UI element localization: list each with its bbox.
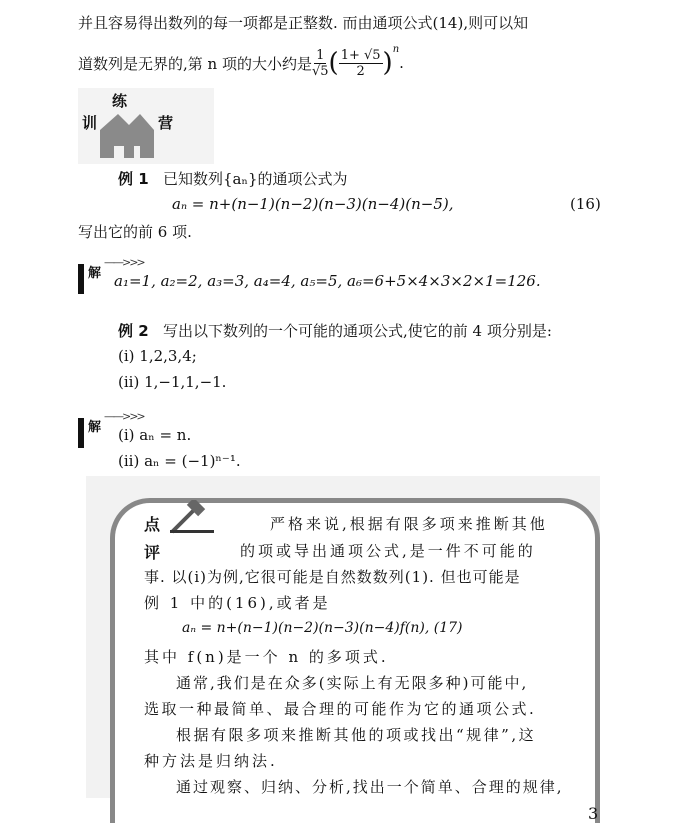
formula-17: aₙ = n+(n−1)(n−2)(n−3)(n−4)f(n), (17) [182, 620, 463, 636]
solution-2-item: (ii) aₙ = (−1)ⁿ⁻¹. [118, 452, 241, 470]
comment-line: 通常,我们是在众多(实际上有无限多种)可能中, [176, 674, 529, 692]
gavel-icon [166, 500, 216, 536]
example-2 [118, 320, 552, 341]
logo-char: 营 [158, 114, 174, 132]
comment-line: 例 1 中的(16),或者是 [144, 594, 331, 612]
equation-number: (16) [570, 195, 601, 213]
page-number: 3 [588, 804, 599, 823]
comment-line: 严格来说,根据有限多项来推断其他 [270, 515, 548, 533]
period: . [399, 54, 404, 72]
training-camp-logo [78, 88, 214, 164]
comment-line: 其中 f(n)是一个 n 的多项式. [144, 648, 389, 666]
intro-text: 道数列是无界的,第 n 项的大小约是 [78, 54, 312, 73]
intro-line-1: 并且容易得出数列的每一项都是正整数. 而由通项公式(14),则可以知 [78, 14, 529, 32]
arrow-decoration: ——>>> [104, 256, 144, 269]
denominator: √5 [311, 63, 329, 79]
solution-1-text: a₁=1, a₂=2, a₃=3, a₄=4, a₅=5, a₆=6+5×4×3×2×1=126. [114, 272, 541, 290]
denominator: 2 [356, 63, 365, 79]
comment-line: 通过观察、归纳、分析,找出一个简单、合理的规律, [176, 778, 564, 796]
solution-marker-bar [78, 264, 84, 294]
formula-16: aₙ = n+(n−1)(n−2)(n−3)(n−4)(n−5), [172, 195, 454, 213]
comment-line: 根据有限多项来推断其他的项或找出“规律”,这 [176, 726, 537, 744]
example-text: 已知数列{aₙ}的通项公式为 [162, 170, 348, 188]
solution-marker: 解 [88, 420, 102, 435]
example-text: 写出以下数列的一个可能的通项公式,使它的前 4 项分别是: [162, 322, 552, 340]
comment-line: 种方法是归纳法. [144, 752, 278, 770]
example-2-item: (ii) 1,−1,1,−1. [118, 373, 227, 391]
logo-char: 训 [82, 114, 98, 132]
tangram-house-icon [78, 88, 214, 164]
solution-2-item: (i) aₙ = n. [118, 426, 192, 444]
comment-title: 点 [144, 515, 161, 534]
fraction-golden [339, 48, 383, 79]
exponent: n [392, 44, 400, 55]
example-task: 写出它的前 6 项. [78, 223, 192, 241]
example-2-item: (i) 1,2,3,4; [118, 347, 197, 365]
example-label: 例 2 [118, 322, 149, 340]
example-label: 例 1 [118, 170, 149, 188]
intro-line-2: 道数列是无界的,第 n 项的大小约是 $\frac{1}{√5}$ ( $\frac{1+ √5}{2}$ ) $^n$ . [78, 44, 404, 79]
solution-marker: 解 [88, 266, 102, 281]
comment-line: 事. 以(i)为例,它很可能是自然数数列(1). 但也可能是 [144, 568, 521, 586]
example-1 [118, 168, 348, 189]
comment-line: 选取一种最简单、最合理的可能作为它的通项公式. [144, 700, 537, 718]
comment-title: 评 [144, 543, 161, 562]
arrow-decoration: ——>>> [104, 410, 144, 423]
fraction-1-over-sqrt5 [312, 48, 329, 79]
solution-marker-bar [78, 418, 84, 448]
numerator: 1+ √5 [340, 47, 381, 63]
comment-line: 的项或导出通项公式,是一件不可能的 [240, 542, 536, 560]
logo-char: 练 [112, 92, 128, 110]
numerator: 1 [316, 47, 325, 63]
